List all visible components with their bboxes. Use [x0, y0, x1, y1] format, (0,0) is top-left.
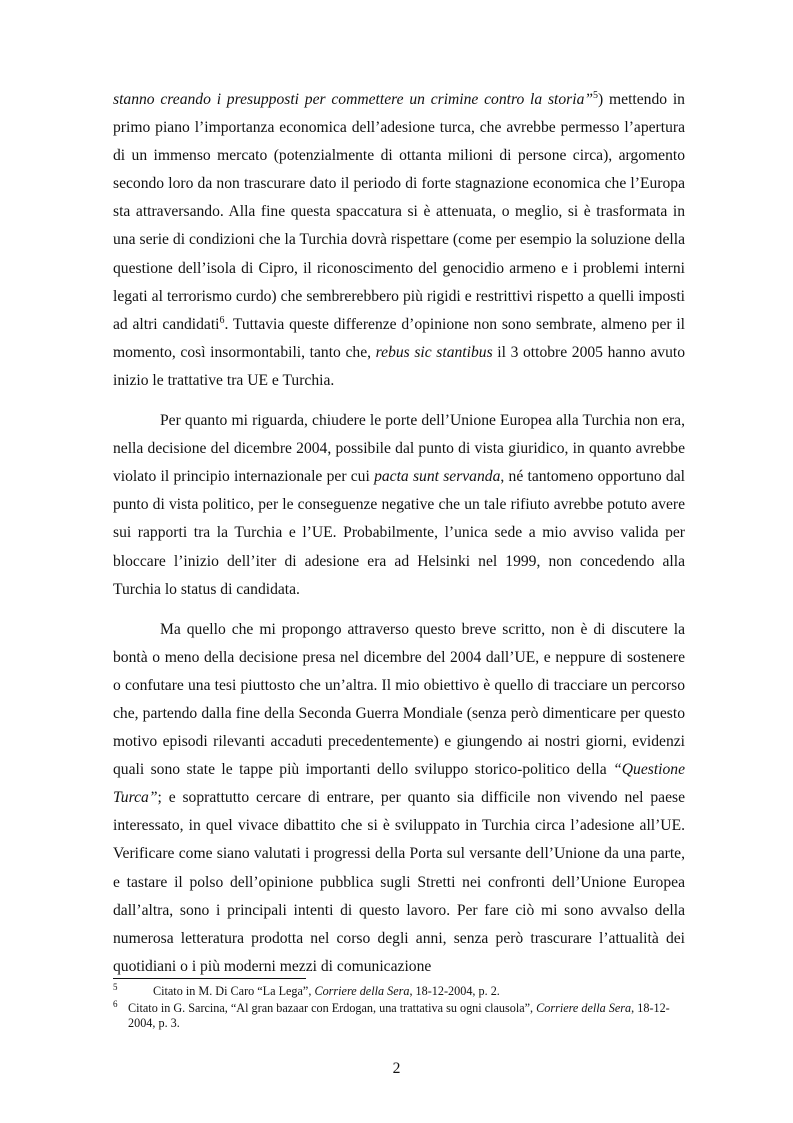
footnote-text: [122, 1001, 673, 1032]
italic-text: pacta sunt servanda: [374, 468, 501, 486]
text-run: , 18-12-2004, p. 2.: [409, 984, 500, 998]
footnotes: [113, 984, 673, 1033]
footnote: [113, 984, 673, 1000]
text-run: Per quanto mi riguarda, chiudere le porte dell’Unione Europea alla Turchia non era, nella decisione del dicembre 2004, possibile dal punto di vista giuridico, in quanto avrebbe violato il principio internazionale per cui: [113, 412, 685, 486]
text-run: Citato in M. Di Caro “La Lega”,: [153, 984, 315, 998]
footnote-separator: [113, 978, 306, 979]
paragraph: [113, 407, 685, 604]
italic-text: “Questione Turca”: [113, 761, 685, 807]
text-run: il 3 ottobre 2005 hanno avuto inizio le trattative tra UE e Turchia.: [113, 343, 685, 389]
text-run: Citato in G. Sarcina, “Al gran bazaar con Erdogan, una trattativa su ogni clausola”,: [128, 1000, 537, 1015]
paragraph: [113, 86, 685, 395]
text-run: , né tantomeno opportuno dal punto di vista politico, per le conseguenze negative che un tale rifiuto avrebbe potuto avere sui rapporti tra la Turchia e l’UE. Probabilmente, l’unica sede a mio avviso valida per bloccare l’inizio dell’iter di adesione era ad Helsinki nel 1999, non concedendo alla Turchia lo status di candidata.: [113, 468, 685, 598]
page-number: 2: [392, 1060, 401, 1077]
footnote-mark: 5: [113, 982, 118, 992]
text-run: Ma quello che mi propongo attraverso questo breve scritto, non è di discutere la bontà o meno della decisione presa nel dicembre del 2004 dall’UE, e neppure di sostenere o confutare una tesi piuttosto che un’altra. Il mio obiettivo è quello di tracciare un percorso che, partendo dalla fine della Seconda Guerra Mondiale (senza però dimenticare per questo motivo episodi rilevanti accaduti precedentemente) e giungendo ai nostri giorni, evidenzi quali sono state le tappe più importanti dello sviluppo storico-politico della: [113, 620, 685, 779]
italic-text: Corriere della Sera: [536, 1000, 632, 1015]
italic-text: Corriere della Sera: [314, 984, 410, 998]
paragraph: [113, 616, 685, 981]
text-run: ) mettendo in primo piano l’importanza economica dell’adesione turca, che avrebbe permesso l’apertura di un immenso mercato (potenzialmente di ottanta milioni di persone circa), argomento secondo loro da non trascurare dato il periodo di forte stagnazione economica che l’Europa sta attraversando. Alla fine questa spaccatura si è attenuata, o meglio, si è trasformata in una serie di condizioni che la Turchia dovrà rispettare (come per esempio la soluzione della questione dell’isola di Cipro, il riconoscimento del genocidio armeno e i problemi interni legati al terrorismo curdo) che sembrerebbero più rigidi e restrittivi rispetto a quelli imposti ad altri candidati: [113, 91, 685, 333]
footnote-reference: 5: [593, 89, 599, 101]
text-run: . Tuttavia queste differenze d’opinione non sono sembrate, almeno per il momento, così insormontabili, tanto che,: [113, 315, 685, 361]
text-run: ; e soprattutto cercare di entrare, per quanto sia difficile non vivendo nel paese interessato, in quel vivace dibattito che si è sviluppato in Turchia circa l’adesione all’UE. Verificare come siano valutati i progressi della Porta sul versante dell’Unione da una parte, e tastare il polso dell’opinione pubblica sugli Stretti nei confronti dell’Unione Europea dall’altra, sono i principali intenti di questo lavoro. Per fare ciò mi sono avvalso della numerosa letteratura prodotta nel corso degli anni, senza però trascurare l’attualità dei quotidiani o i più moderni mezzi di comunicazione: [113, 789, 685, 975]
text-run: , 18-12-2004, p. 3.: [128, 1000, 670, 1030]
footnote-mark: 6: [113, 998, 118, 1009]
italic-text: rebus sic stantibus: [375, 343, 493, 361]
body-text: [113, 86, 685, 993]
footnote: [113, 998, 673, 1032]
footnote-text: [122, 984, 673, 1000]
footnote-reference: 6: [219, 314, 225, 326]
italic-text: stanno creando i presupposti per commettere un crimine contro la storia”: [113, 91, 594, 108]
